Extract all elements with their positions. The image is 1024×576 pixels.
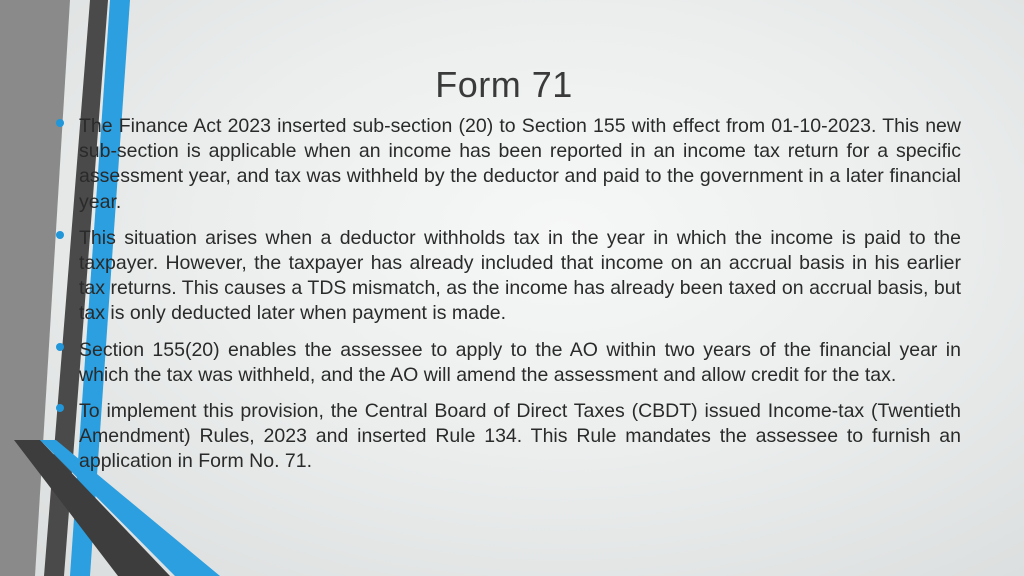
bullet-dot-icon <box>56 231 64 239</box>
bullet-dot-icon <box>56 343 64 351</box>
bullet-dot-icon <box>56 404 64 412</box>
slide-title: Form 71 <box>435 64 573 105</box>
bullet-text: This situation arises when a deductor withholds tax in the year in which the income is paid to the taxpayer. However, the taxpayer has already included that income on an accrual basis in his earlier tax returns. This causes a TDS mismatch, as the income has already been taxed on accrual basis, but tax is only deducted later when payment is made. <box>79 226 961 325</box>
bullet-item <box>56 226 961 327</box>
bullet-item <box>56 338 961 388</box>
bullet-item <box>56 399 961 475</box>
bullet-text: Section 155(20) enables the assessee to apply to the AO within two years of the financial year in which the tax was withheld, and the AO will amend the assessment and allow credit for the tax. <box>79 338 961 386</box>
bullet-list <box>56 114 961 486</box>
bullet-dot-icon <box>56 119 64 127</box>
bullet-item <box>56 114 961 215</box>
bullet-text: The Finance Act 2023 inserted sub-section (20) to Section 155 with effect from 01-10-2023. This new sub-section is applicable when an income has been reported in an income tax return for a specific assessment year, and tax was withheld by the deductor and paid to the government in a later financial year. <box>79 115 961 213</box>
bullet-text: To implement this provision, the Central Board of Direct Taxes (CBDT) issued Income-tax (Twentieth Amendment) Rules, 2023 and inserted Rule 134. This Rule mandates the assessee to furnish an application in Form No. 71. <box>79 400 961 473</box>
